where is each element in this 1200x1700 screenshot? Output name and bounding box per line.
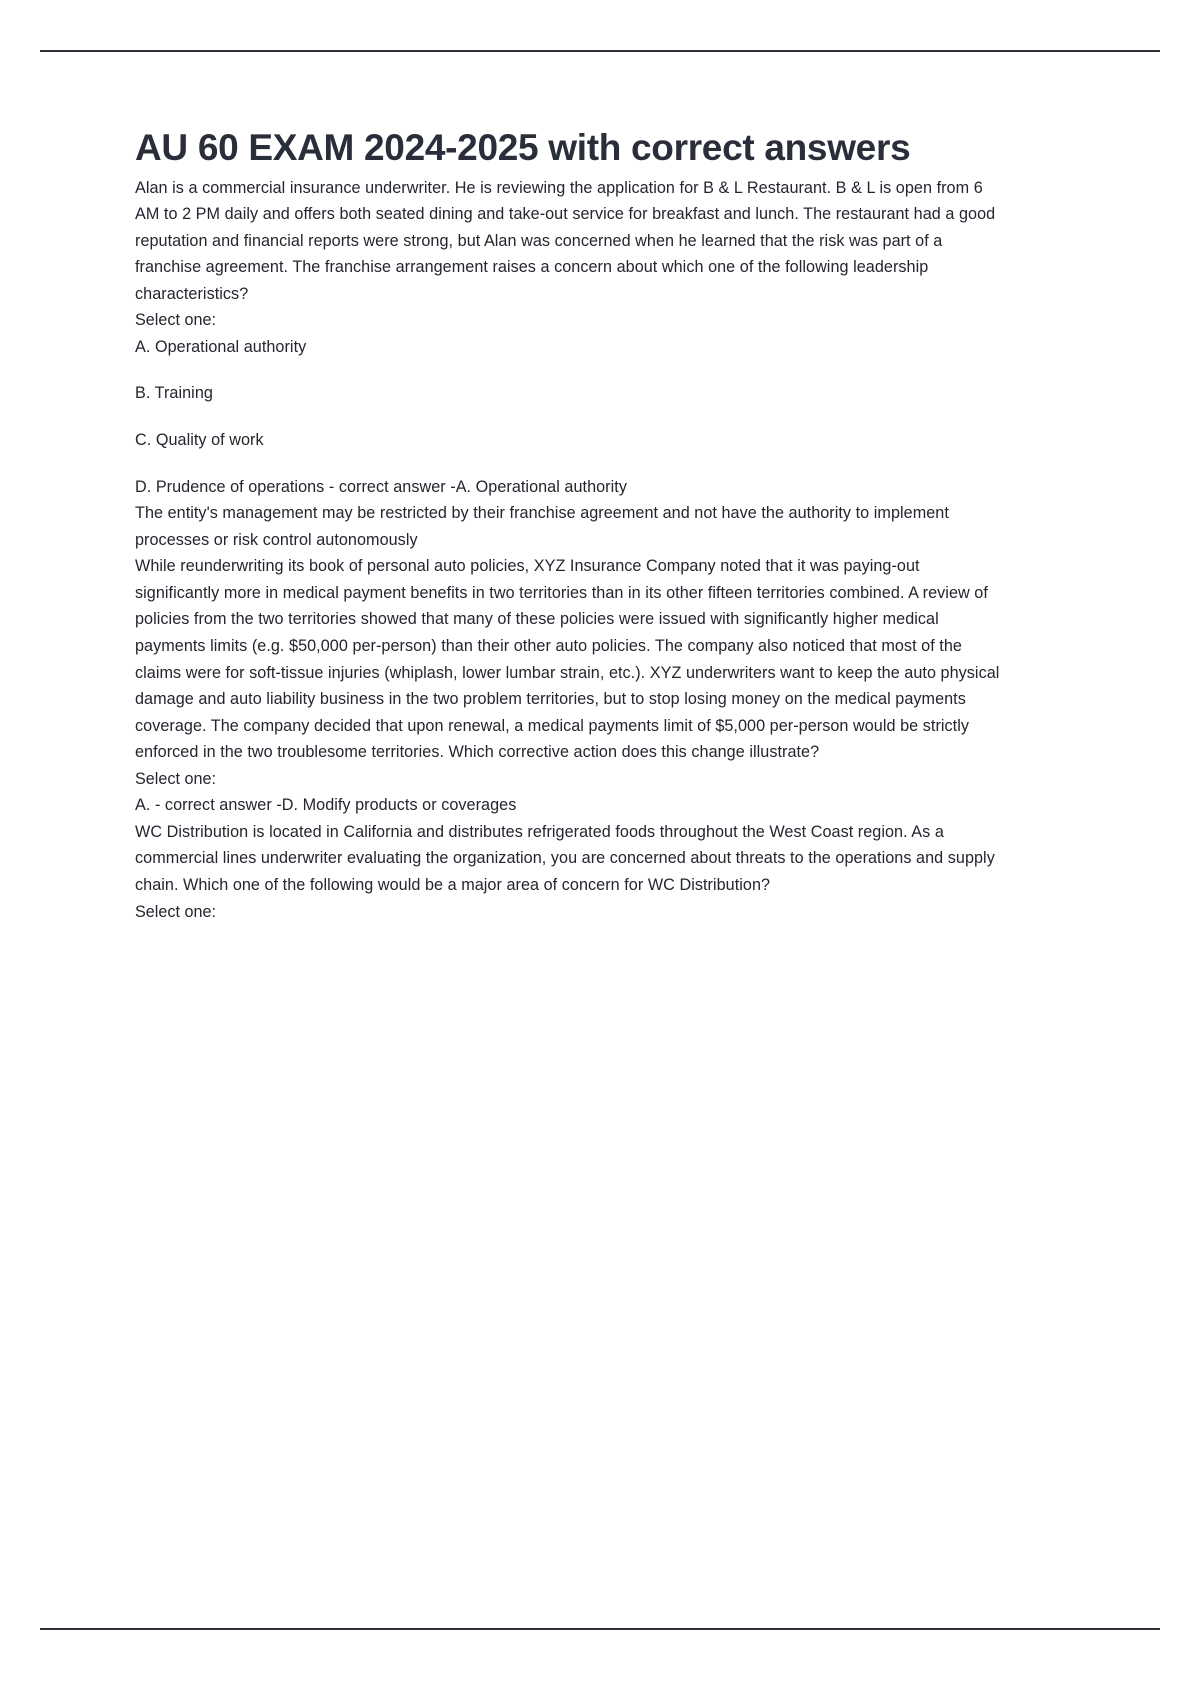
question-block-1 xyxy=(135,175,1007,554)
page-title: AU 60 EXAM 2024-2025 with correct answers xyxy=(135,127,911,168)
question-block-2 xyxy=(135,553,1007,819)
answer-option-a[interactable]: A. Operational authority xyxy=(135,337,307,356)
question-block-3 xyxy=(135,819,1007,925)
answer-explanation: The entity's management may be restricted by their franchise agreement and not have the authority to implement processes or risk control autonomously xyxy=(135,504,949,549)
answer-option-c[interactable]: C. Quality of work xyxy=(135,431,264,450)
question-stem: WC Distribution is located in California and distributes refrigerated foods throughout the West Coast region. As a commercial lines underwriter evaluating the organization, you are concerned about threats to the operations and supply chain. Which one of the following would be a major area of concern for WC Distribution? xyxy=(135,822,995,895)
question-stem: Alan is a commercial insurance underwriter. He is reviewing the application for B & L Restaurant. B & L is open from 6 AM to 2 PM daily and offers both seated dining and take-out service for breakfast and lunch. The restaurant had a good reputation and financial reports were strong, but Alan was concerned when he learned that the risk was part of a franchise agreement. The franchise arrangement raises a concern about which one of the following leadership characteristics? xyxy=(135,178,996,303)
page-top-rule xyxy=(40,50,1160,52)
select-one-label: Select one: xyxy=(135,902,216,921)
answer-option-b[interactable]: B. Training xyxy=(135,384,213,403)
question-stem: While reunderwriting its book of personal auto policies, XYZ Insurance Company noted that it was paying-out significantly more in medical payment benefits in two territories than in its other fifteen territories combined. A review of policies from the two territories showed that many of these policies were issued with significantly higher medical payments limits (e.g. $50,000 per-person) than their other auto policies. The company also noticed that most of the claims were for soft-tissue injuries (whiplash, lower lumbar strain, etc.). XYZ underwriters want to keep the auto physical damage and auto liability business in the two problem territories, but to stop losing money on the medical payments coverage. The company decided that upon renewal, a medical payments limit of $5,000 per-person would be strictly enforced in the two troublesome territories. Which corrective action does this change illustrate? xyxy=(135,557,1000,762)
document-content xyxy=(135,122,1007,925)
select-one-label: Select one: xyxy=(135,311,216,330)
answer-option-d[interactable]: D. Prudence of operations - correct answer -A. Operational authority xyxy=(135,477,627,496)
answer-option-a[interactable]: A. - correct answer -D. Modify products or coverages xyxy=(135,796,517,815)
page-bottom-rule xyxy=(40,1628,1160,1630)
select-one-label: Select one: xyxy=(135,769,216,788)
